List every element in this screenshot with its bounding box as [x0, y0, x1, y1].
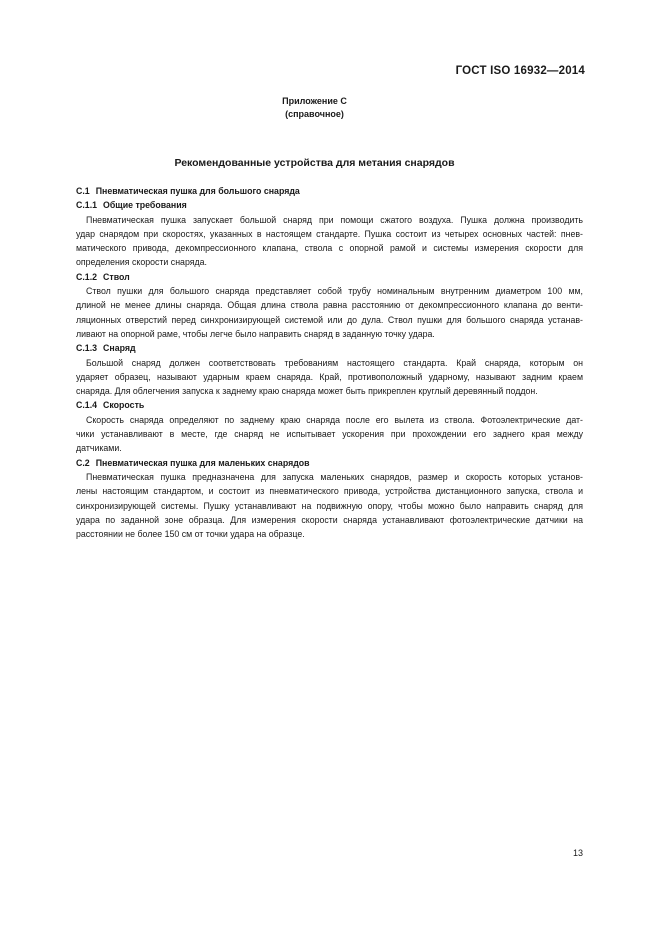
section-c11-paragraph: [76, 213, 583, 270]
section-c12-heading: [76, 270, 583, 284]
paragraph-line: Большой снаряд должен соответствовать требованиям настоящего стандарта. Край снаряда, которым он: [86, 357, 583, 368]
annex-heading: [0, 95, 629, 121]
section-c13-heading: [76, 341, 583, 355]
annex-label: Приложение С: [282, 96, 347, 106]
section-title: Общие требования: [103, 200, 187, 211]
paragraph-line: ударяет образец, называют ударным краем снаряда. Край, противоположный ударному, называют задним краем: [76, 371, 583, 382]
paragraph-line: ляционных отверстий перед синхронизирующей системой или до дула. Ствол пушки для большого снаряда устанав-: [76, 314, 583, 325]
paragraph-line: матического привода, декомпрессионного клапана, ствола с опорной рамой и системы измерения скорости для: [76, 243, 583, 254]
paragraph-line: удар снарядом при скоростях, указанных в настоящем стандарте. Пушка состоит из четырех основных частей: пнев-: [76, 228, 583, 239]
paragraph-line: длиной не менее длины снаряда. Общая длина ствола равна расстоянию от декомпрессионного клапана до венти-: [76, 300, 583, 311]
paragraph-line: Ствол пушки для большого снаряда представляет собой трубу номинальным внутренним диаметром 100 мм,: [86, 286, 583, 297]
paragraph-line: ливают на опорной раме, чтобы легче было направить снаряд в заданную точку удара.: [76, 328, 435, 339]
section-title: Пневматическая пушка для маленьких снарядов: [95, 457, 310, 468]
section-title: Пневматическая пушка для большого снаряда: [95, 186, 300, 196]
paragraph-line: лены настоящим стандартом, и состоит из пневматического привода, устройства дистанционного запуска, ствола и: [76, 486, 583, 497]
paragraph-line: датчиками.: [76, 443, 122, 454]
section-c1-heading: [76, 184, 583, 198]
section-c2-paragraph: [76, 470, 583, 541]
section-title: Ствол: [103, 271, 130, 282]
annex-title: Рекомендованные устройства для метания снарядов: [174, 157, 455, 169]
section-c14-paragraph: [76, 413, 583, 456]
paragraph-line: снаряда. Для облегчения запуска к заднему краю снаряда может быть прикреплен круглый деревянный поддон.: [76, 386, 538, 397]
section-title: Скорость: [103, 400, 145, 411]
section-number: С.1.1: [76, 200, 98, 211]
section-number: С.1.4: [76, 400, 98, 411]
document-body: [76, 184, 583, 541]
paragraph-line: удара по заданной зоне образца. Для измерения скорости снаряда устанавливают фотоэлектрические датчики на: [76, 514, 583, 525]
section-c11-heading: [76, 198, 583, 212]
paragraph-line: Пневматическая пушка запускает большой снаряд при помощи сжатого воздуха. Пушка должна производить: [86, 214, 583, 225]
paragraph-line: чики устанавливают в месте, где снаряд не испытывает ускорения при прохождении его заднего края между: [76, 429, 583, 440]
section-c13-paragraph: [76, 356, 583, 399]
section-title: Снаряд: [103, 343, 136, 354]
standard-code: ГОСТ ISO 16932—2014: [455, 65, 585, 77]
section-c12-paragraph: [76, 284, 583, 341]
paragraph-line: Пневматическая пушка предназначена для запуска маленьких снарядов, размер и скорость которых установ-: [86, 471, 583, 482]
section-number: С.1.3: [76, 343, 98, 354]
section-c14-heading: [76, 398, 583, 412]
section-number: С.2: [76, 457, 90, 468]
section-c2-heading: [76, 456, 583, 470]
paragraph-line: синхронизирующей системы. Пушку устанавливают на подвижную опору, чтобы можно было направить снаряд для: [76, 500, 583, 511]
page-number: 13: [572, 848, 583, 858]
paragraph-line: определения скорости снаряда.: [76, 257, 207, 268]
paragraph-line: Скорость снаряда определяют по заднему краю снаряда после его вылета из ствола. Фотоэлектрические дат-: [86, 414, 583, 425]
annex-status: (справочное): [285, 109, 344, 119]
paragraph-line: расстоянии не более 150 см от точки удара на образце.: [76, 529, 305, 540]
section-number: С.1: [76, 186, 90, 196]
section-number: С.1.2: [76, 271, 98, 282]
